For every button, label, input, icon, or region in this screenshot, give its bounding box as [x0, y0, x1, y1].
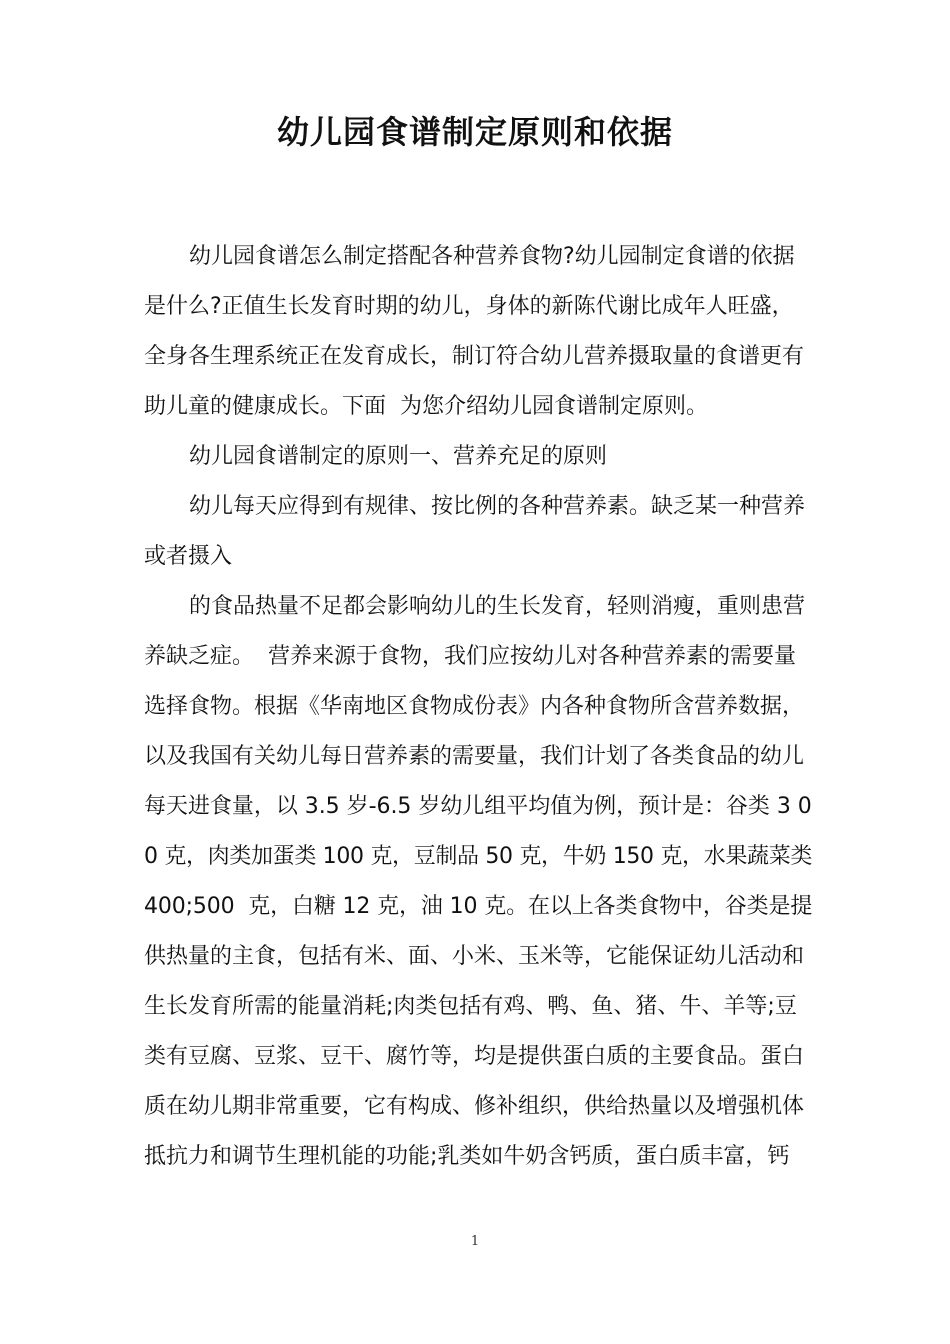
page-number: 1 [470, 1234, 480, 1249]
body-line: 400;500 克，白糖 12 克，油 10 克。在以上各类食物中，谷类是提 [144, 894, 813, 919]
body-line: 幼儿园食谱怎么制定搭配各种营养食物?幼儿园制定食谱的依据 [189, 244, 795, 269]
body-line: 或者摄入 [144, 544, 233, 569]
body-line: 养缺乏症。 营养来源于食物，我们应按幼儿对各种营养素的需要量 [144, 644, 796, 669]
body-line: 质在幼儿期非常重要，它有构成、修补组织，供给热量以及增强机体 [144, 1094, 805, 1119]
body-line: 选择食物。根据《华南地区食物成份表》内各种食物所含营养数据， [144, 694, 805, 719]
body-line: 全身各生理系统正在发育成长，制订符合幼儿营养摄取量的食谱更有 [144, 344, 805, 369]
body-line: 助儿童的健康成长。下面 为您介绍幼儿园食谱制定原则。 [144, 394, 708, 419]
body-line: 以及我国有关幼儿每日营养素的需要量，我们计划了各类食品的幼儿 [144, 744, 805, 769]
body-line: 幼儿每天应得到有规律、按比例的各种营养素。缺乏某一种营养 [189, 494, 806, 519]
document-title: 幼儿园食谱制定原则和依据 [276, 113, 673, 151]
body-line: 供热量的主食，包括有米、面、小米、玉米等，它能保证幼儿活动和 [144, 944, 805, 969]
body-line: 生长发育所需的能量消耗;肉类包括有鸡、鸭、鱼、猪、牛、羊等;豆 [144, 994, 797, 1019]
body-line: 类有豆腐、豆浆、豆干、腐竹等，均是提供蛋白质的主要食品。蛋白 [144, 1044, 805, 1069]
body-line: 的食品热量不足都会影响幼儿的生长发育，轻则消瘦，重则患营 [189, 594, 806, 619]
section-heading: 幼儿园食谱制定的原则一、营养充足的原则 [189, 444, 608, 469]
body-line: 是什么?正值生长发育时期的幼儿，身体的新陈代谢比成年人旺盛， [144, 294, 794, 319]
body-line: 每天进食量，以 3.5 岁-6.5 岁幼儿组平均值为例，预计是：谷类 3 0 [144, 794, 812, 819]
body-line: 抵抗力和调节生理机能的功能;乳类如牛奶含钙质，蛋白质丰富，钙 [144, 1144, 790, 1169]
body-line: 0 克，肉类加蛋类 100 克，豆制品 50 克，牛奶 150 克，水果蔬菜类 [144, 844, 813, 869]
